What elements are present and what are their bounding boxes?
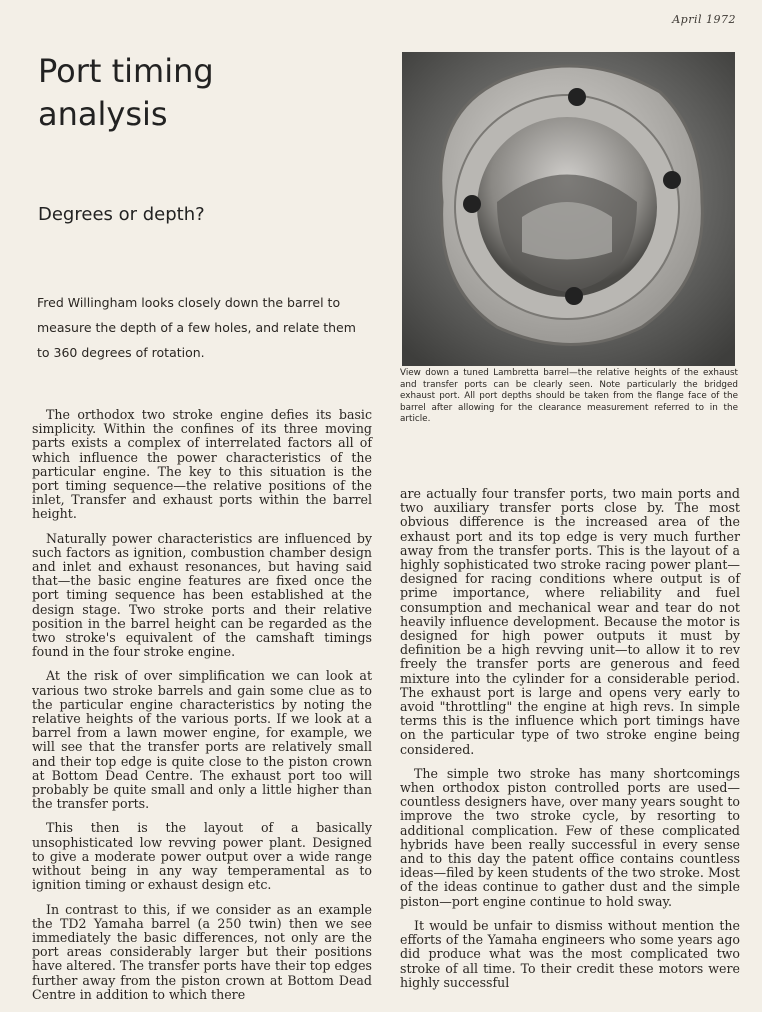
paragraph: This then is the layout of a basically unsophisticated low revving power plant. Designed to give a moderate power output over a wide range without being in any way temperamental as to ignition timing or exhaust design etc. bbox=[32, 820, 372, 893]
issue-date: April 1972 bbox=[672, 13, 736, 26]
lambretta-barrel-image bbox=[402, 52, 735, 366]
title-line-2: analysis bbox=[38, 95, 168, 133]
article-title bbox=[38, 50, 214, 136]
paragraph: In contrast to this, if we consider as an example the TD2 Yamaha barrel (a 250 twin) then we see immediately the basic differences, not only are the port areas considerably larger but their positions have altered. The transfer ports have their top edges further away from the piston crown at Bottom Dead Centre in addition to which there bbox=[32, 901, 372, 1002]
paragraph: The simple two stroke has many shortcomings when orthodox piston controlled ports are used—countless designers have, over many years sought to improve the two stroke cycle, by resorting to additional complication. Few of these complicated hybrids have been really successful in every sense and to this day the patent office contains countless ideas—filed by keen students of the two stroke. Most of the ideas continue to gather dust and the simple piston—port engine continue to hold sway. bbox=[400, 765, 740, 909]
article-intro: Fred Willingham looks closely down the barrel to measure the depth of a few holes, and relate them to 360 degrees of rotation. bbox=[37, 295, 356, 360]
body-column-right bbox=[400, 487, 740, 1000]
paragraph: are actually four transfer ports, two main ports and two auxiliary transfer ports close by. The most obvious difference is the increased area of the exhaust port and its top edge is very much further away from the transfer ports. This is the layout of a highly sophisticated two stroke racing power plant—designed for racing conditions where output is of prime importance, where reliability and fuel consumption and mechanical wear and tear do not heavily influence development. Because the motor is designed for high power outputs it must by definition be a high revving unit—to allow it to rev freely the transfer ports are generous and feed mixture into the cylinder for a considerable period. The exhaust port is large and opens very early to avoid "throttling" the engine at high revs. In simple terms this is the influence which port timings have on the particular type of two stroke engine being considered. bbox=[400, 486, 740, 757]
photo-caption: View down a tuned Lambretta barrel—the relative heights of the exhaust and transfer ports can be clearly seen. Note particularly the bridged exhaust port. All port depths should be taken from the flange face of the barrel after allowing for the clearance measurement referred to in the article. bbox=[400, 368, 738, 424]
paragraph: It would be unfair to dismiss without mention the efforts of the Yamaha engineers who some years ago did produce what was the most complicated two stroke of all time. To their credit these motors were highly successful bbox=[400, 917, 740, 990]
paragraph: The orthodox two stroke engine defies its basic simplicity. Within the confines of its three moving parts exists a complex of interrelated factors all of which influence the power characteristics of the particular engine. The key to this situation is the port timing sequence—the relative positions of the inlet, Transfer and exhaust ports within the barrel height. bbox=[32, 407, 372, 522]
barrel-photo bbox=[402, 52, 735, 366]
paragraph: At the risk of over simplification we can look at various two stroke barrels and gain some clue as to the particular engine characteristics by noting the relative heights of the various ports. If we look at a barrel from a lawn mower engine, for example, we will see that the transfer ports are relatively small and their top edge is quite close to the piston crown at Bottom Dead Centre. The exhaust port too will probably be quite small and only a little higher than the transfer ports. bbox=[32, 668, 372, 812]
title-line-1: Port timing bbox=[38, 52, 214, 90]
article-subtitle: Degrees or depth? bbox=[38, 204, 205, 225]
paragraph: Naturally power characteristics are influenced by such factors as ignition, combustion chamber design and inlet and exhaust resonances, but having said that—the basic engine features are fixed once the port timing sequence has been established at the design stage. Two stroke ports and their relative position in the barrel height can be regarded as the two stroke's equivalent of the camshaft timings found in the four stroke engine. bbox=[32, 530, 372, 660]
body-column-left bbox=[32, 408, 372, 1012]
